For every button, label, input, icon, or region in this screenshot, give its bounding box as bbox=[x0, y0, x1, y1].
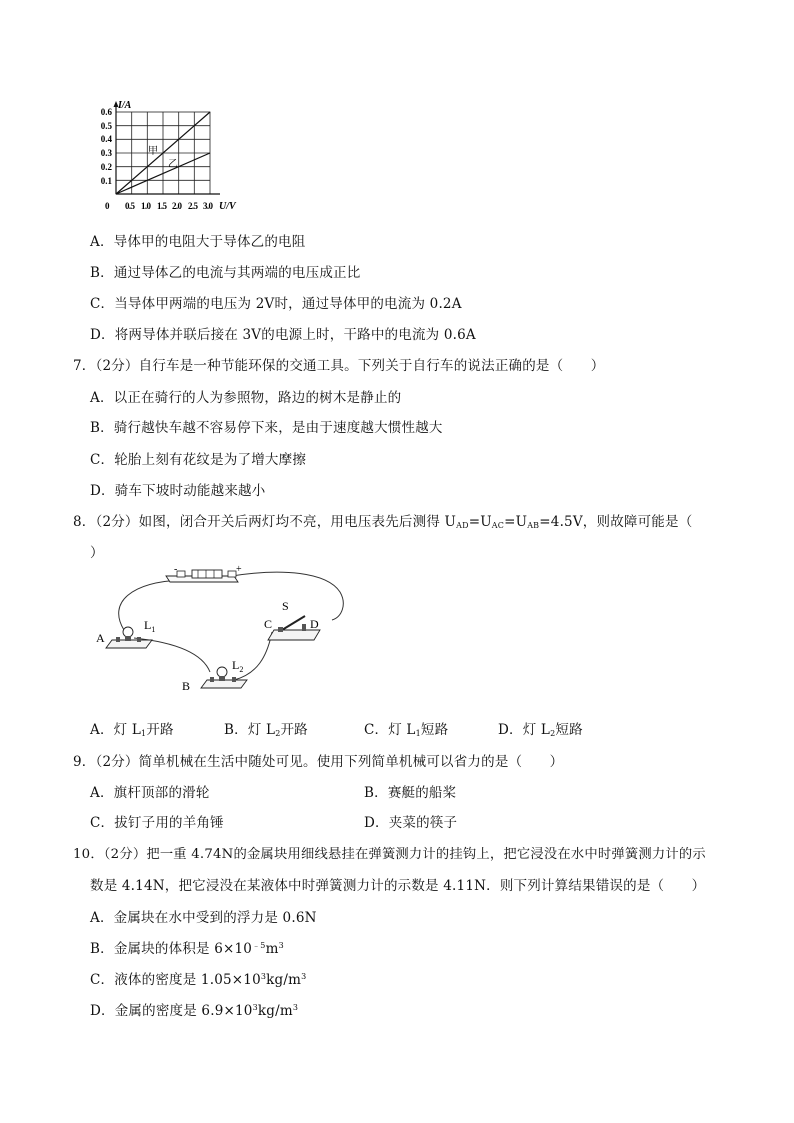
q7-option-b: B．骑行越快车越不容易停下来，是由于速度越大惯性越大 bbox=[90, 420, 443, 436]
x-tick: 0.5 bbox=[125, 201, 135, 211]
q8-option-d: D．灯 $L_2$短路 bbox=[498, 722, 583, 738]
circuit-diagram bbox=[92, 562, 357, 702]
q7-option-a: A．以正在骑行的人为参照物，路边的树木是静止的 bbox=[90, 390, 402, 406]
q8-eq1: =U bbox=[468, 514, 492, 530]
switch-label: S bbox=[282, 599, 289, 613]
y-tick: 0.3 bbox=[100, 148, 112, 158]
battery-plus: + bbox=[236, 564, 242, 575]
terminal-c: C bbox=[264, 617, 273, 631]
q8-stem bbox=[73, 510, 692, 530]
x-tick: 2.0 bbox=[172, 201, 182, 211]
terminal-a: A bbox=[96, 631, 105, 645]
q6-option-b: B．通过导体乙的电流与其两端的电压成正比 bbox=[90, 265, 361, 281]
q10-option-c: C．液体的密度是 $1.05\times 10^3kg/m^3$ bbox=[90, 972, 307, 988]
lamp-l2-bulb bbox=[217, 667, 227, 677]
terminal-b: B bbox=[182, 679, 191, 693]
x-tick: 1.0 bbox=[141, 201, 151, 211]
q6-option-d: D．将两导体并联后接在 3V的电源上时，干路中的电流为 0.6A bbox=[90, 327, 476, 343]
q7-option-c: C．轮胎上刻有花纹是为了增大摩擦 bbox=[90, 452, 307, 468]
lamp-l1-label: $L_1$ bbox=[144, 618, 156, 634]
q6-option-a: A．导体甲的电阻大于导体乙的电阻 bbox=[90, 234, 306, 250]
q8-sub-ad: AD bbox=[456, 521, 469, 530]
y-tick: 0.4 bbox=[100, 134, 112, 144]
q8-option-a: A．灯 $L_1$开路 bbox=[90, 722, 174, 738]
iu-graph bbox=[88, 98, 288, 213]
q8-sub-ab: AB bbox=[527, 521, 540, 530]
q7-option-d: D．骑车下坡时动能越来越小 bbox=[90, 483, 266, 499]
q8-eq2: =U bbox=[504, 514, 528, 530]
q9-option-a: A．旗杆顶部的滑轮 bbox=[90, 785, 210, 801]
q9-option-c: C．拔钉子用的羊角锤 bbox=[90, 815, 224, 831]
q8-sub-ac: AC bbox=[491, 521, 505, 530]
q10-option-a: A．金属块在水中受到的浮力是 0.6N bbox=[90, 910, 317, 926]
y-tick: 0.5 bbox=[100, 121, 112, 131]
line-label-jia: 甲 bbox=[148, 146, 158, 157]
x-tick: 3.0 bbox=[203, 201, 213, 211]
x-tick: 2.5 bbox=[188, 201, 198, 211]
y-tick: 0.2 bbox=[100, 162, 112, 172]
q10-stem-line2: 数是 4.14N，把它浸没在某液体中时弹簧测力计的示数是 4.11N．则下列计算结果错误的是（ ） bbox=[90, 878, 706, 894]
q9-option-d: D．夹菜的筷子 bbox=[364, 815, 458, 831]
q9-stem: 9．（2分）简单机械在生活中随处可见。使用下列简单机械可以省力的是（ ） bbox=[73, 754, 564, 770]
q9-option-b: B．赛艇的船桨 bbox=[364, 785, 457, 801]
q8-stem-after: =4.5V，则故障可能是（ bbox=[539, 514, 693, 530]
q10-option-b: B．金属块的体积是 $6\times 10^{﹣5}m^3$ bbox=[90, 941, 284, 957]
switch-base bbox=[268, 630, 320, 640]
y-tick: 0.1 bbox=[100, 176, 112, 186]
q8-stem-line2: ） bbox=[90, 545, 104, 561]
lamp-l2-base bbox=[201, 680, 247, 688]
lamp-l1-base bbox=[106, 640, 152, 648]
q7-stem: 7．（2分）自行车是一种节能环保的交通工具。下列关于自行车的说法正确的是（ ） bbox=[73, 358, 605, 374]
x-tick: 1.5 bbox=[157, 201, 167, 211]
lamp-l1-bulb bbox=[123, 627, 133, 637]
lamp-l2-label: $L_2$ bbox=[232, 658, 244, 674]
q8-stem-text: 8．（2分）如图，闭合开关后两灯均不亮，用电压表先后测得 U bbox=[73, 514, 457, 530]
q10-stem-line1: 10．（2分）把一重 4.74N的金属块用细线悬挂在弹簧测力计的挂钩上，把它浸没在水中时弹簧测力计的示 bbox=[73, 847, 706, 862]
x-axis-label: U/V bbox=[219, 201, 236, 212]
y-axis-label: I/A bbox=[118, 100, 132, 111]
line-label-yi: 乙 bbox=[168, 159, 178, 170]
q8-option-c: C．灯 $L_1$短路 bbox=[364, 722, 449, 738]
q6-option-c: C．当导体甲两端的电压为 2V时，通过导体甲的电流为 0.2A bbox=[90, 296, 462, 312]
terminal-d: D bbox=[310, 617, 319, 631]
switch-lever bbox=[282, 616, 305, 630]
y-tick: 0.6 bbox=[100, 107, 112, 117]
battery-minus: - bbox=[174, 564, 178, 575]
origin-label: 0 bbox=[105, 201, 110, 211]
q10-option-d: D．金属的密度是 $6.9\times 10^3kg/m^3$ bbox=[90, 1003, 299, 1019]
q8-option-b: B．灯 $L_2$开路 bbox=[224, 722, 308, 738]
